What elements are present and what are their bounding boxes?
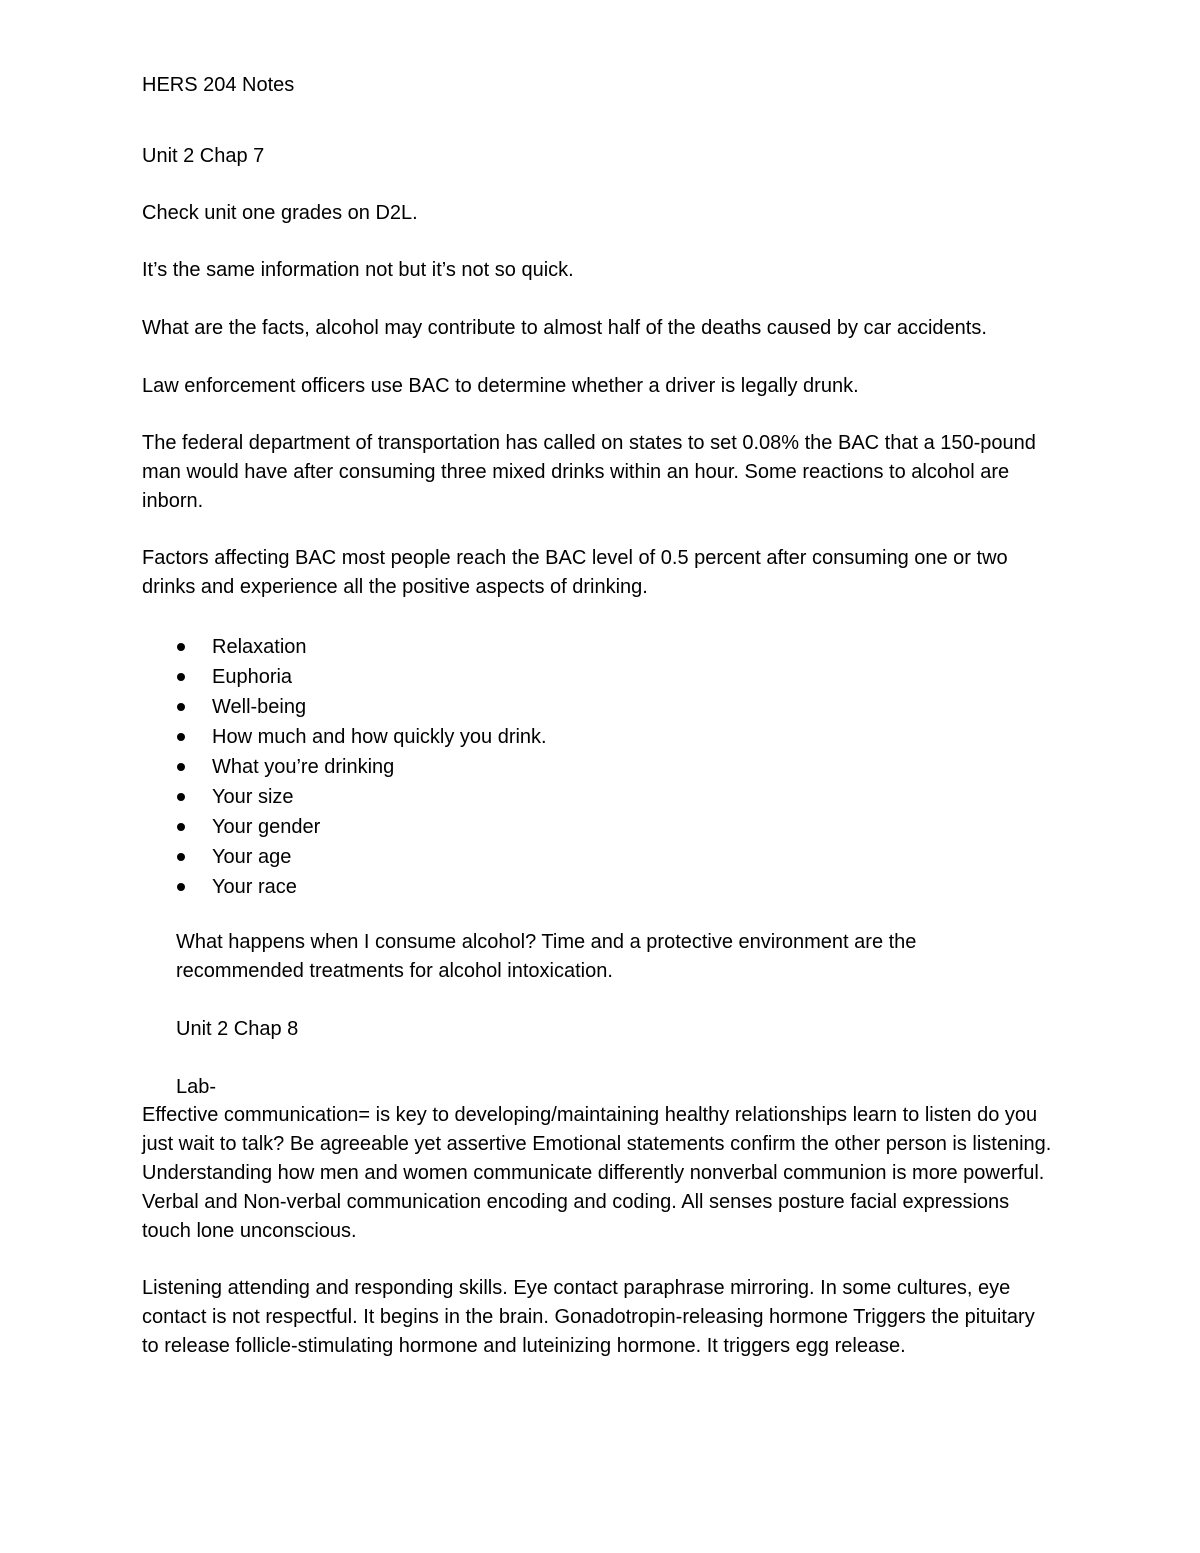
list-item <box>142 842 842 872</box>
paragraph-same-information: It’s the same information not but it’s not so quick. <box>142 259 574 281</box>
bullet-icon <box>177 883 185 891</box>
list-item-text: Relaxation <box>212 636 307 658</box>
list-item <box>142 692 842 722</box>
list-item-text: What you’re drinking <box>212 756 395 778</box>
bullet-icon <box>177 703 185 711</box>
lab-label: Lab- <box>176 1076 217 1098</box>
paragraph-factors-bac: Factors affecting BAC most people reach the BAC level of 0.5 percent after consuming one or two drinks and experience all the positive aspects of drinking. <box>142 547 1008 598</box>
bullet-list <box>142 632 842 902</box>
list-item <box>142 662 842 692</box>
list-item-text: Your gender <box>212 816 321 838</box>
bullet-icon <box>177 643 185 651</box>
list-item <box>142 812 842 842</box>
bullet-icon <box>177 793 185 801</box>
paragraph-listening: Listening attending and responding skills. Eye contact paraphrase mirroring. In some cultures, eye contact is not respectful. It begins in the brain. Gonadotropin-releasing hormone Triggers the pituitary to release follicle-stimulating hormone and luteinizing hormone. It triggers egg release. <box>142 1277 1035 1357</box>
bullet-icon <box>177 733 185 741</box>
list-item-text: Well-being <box>212 696 307 718</box>
paragraph-facts: What are the facts, alcohol may contribute to almost half of the deaths caused by car accidents. <box>142 317 987 339</box>
paragraph-effective-communication: Effective communication= is key to developing/maintaining healthy relationships learn to listen do you just wait to talk? Be agreeable yet assertive Emotional statements confirm the other person is listening. Understanding how men and women communicate differently nonverbal communion is more powerful. Verbal and Non-verbal communication encoding and coding. All senses posture facial expressions touch lone unconscious. <box>142 1104 1052 1242</box>
list-item-text: Your size <box>212 786 294 808</box>
bullet-icon <box>177 673 185 681</box>
list-item-text: Your age <box>212 846 292 868</box>
unit2-chap7-heading: Unit 2 Chap 7 <box>142 145 265 167</box>
paragraph-what-happens: What happens when I consume alcohol? Time and a protective environment are the recommended treatments for alcohol intoxication. <box>176 931 917 982</box>
list-item <box>142 872 842 902</box>
paragraph-law-enforcement: Law enforcement officers use BAC to determine whether a driver is legally drunk. <box>142 375 859 397</box>
list-item-text: How much and how quickly you drink. <box>212 726 547 748</box>
list-item-text: Your race <box>212 876 297 898</box>
bullet-icon <box>177 823 185 831</box>
list-item <box>142 722 842 752</box>
bullet-icon <box>177 763 185 771</box>
list-item-text: Euphoria <box>212 666 293 688</box>
list-item <box>142 632 842 662</box>
bullet-icon <box>177 853 185 861</box>
paragraph-check-grades: Check unit one grades on D2L. <box>142 202 418 224</box>
list-item <box>142 782 842 812</box>
document-title: HERS 204 Notes <box>142 74 295 96</box>
list-item <box>142 752 842 782</box>
paragraph-federal-department: The federal department of transportation has called on states to set 0.08% the BAC that a 150-pound man would have after consuming three mixed drinks within an hour. Some reactions to alcohol are inborn. <box>142 432 1036 512</box>
unit2-chap8-heading: Unit 2 Chap 8 <box>176 1018 299 1040</box>
